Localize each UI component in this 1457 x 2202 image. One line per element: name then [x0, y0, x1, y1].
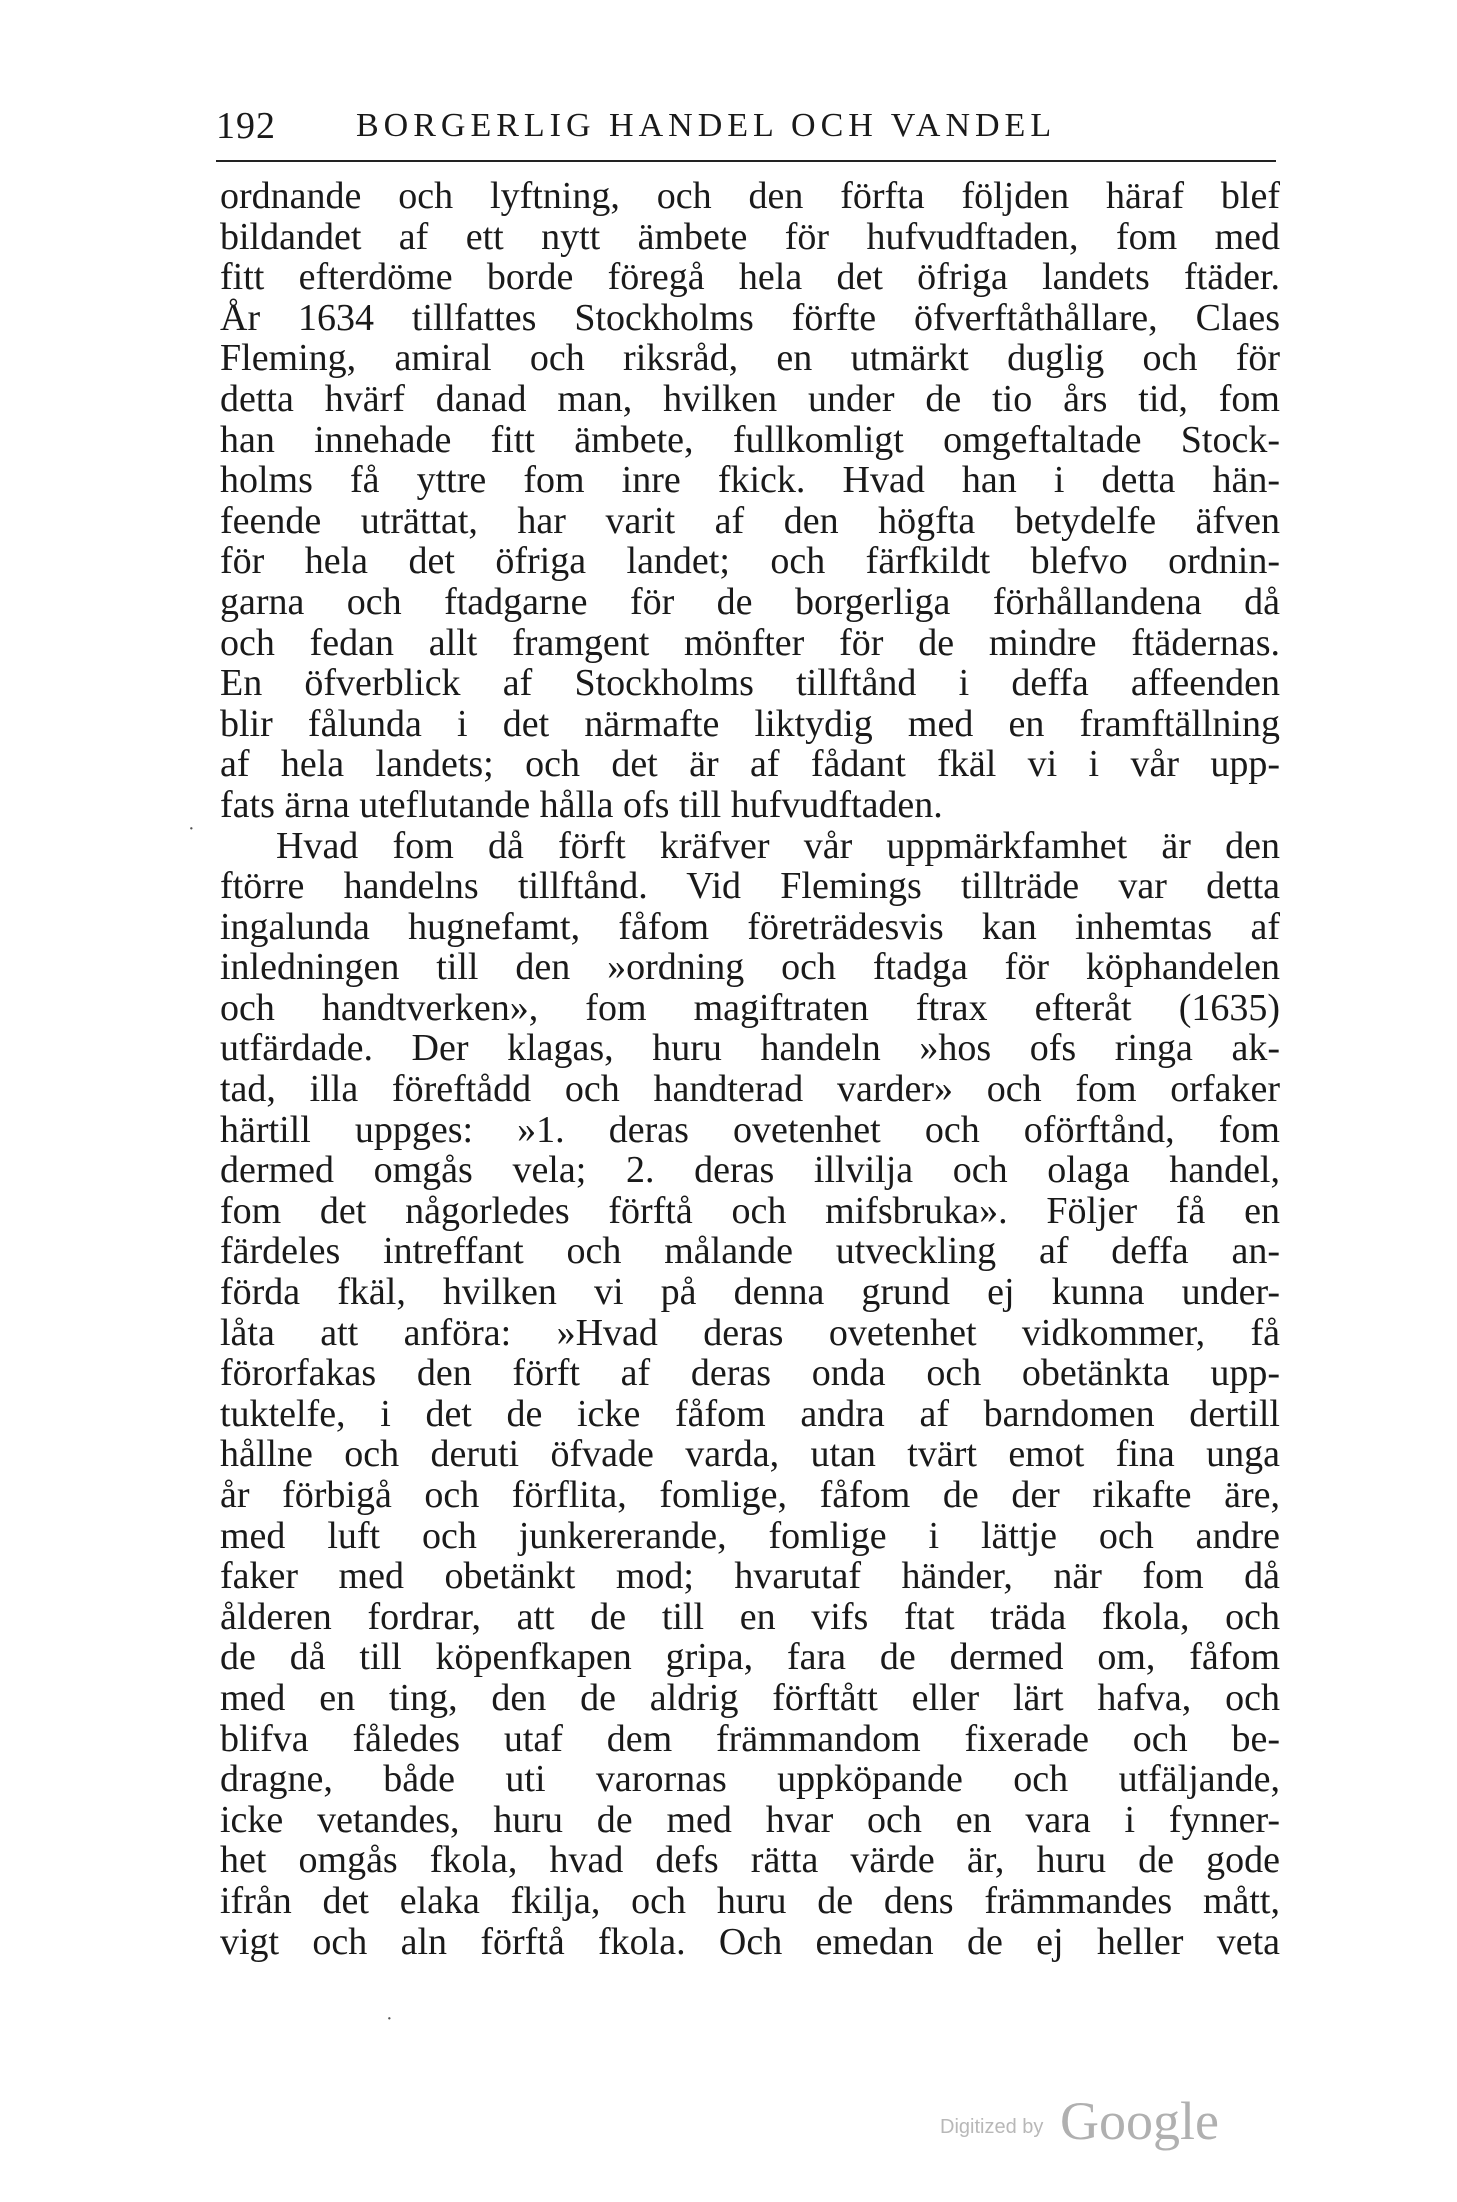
text-line: de då till köpenfkapen gripa, fara de dermed om, fåfom	[220, 1637, 1280, 1678]
text-line: färdeles intreffant och målande utveckling af deffa an-	[220, 1231, 1280, 1273]
text-line: och handtverken», fom magiftraten ftrax efteråt (1635)	[220, 987, 1280, 1029]
text-line: dermed omgås vela; 2. deras illvilja och olaga handel,	[220, 1150, 1280, 1191]
text-line: icke vetandes, huru de med hvar och en vara i fynner-	[220, 1799, 1280, 1841]
text-line: härtill uppges: »1. deras ovetenhet och oförftånd, fom	[220, 1109, 1280, 1151]
text-line: bildandet af ett nytt ämbete för hufvudftaden, fom med	[220, 216, 1280, 258]
text-line: vigt och aln förftå fkola. Och emedan de ej heller veta	[220, 1921, 1280, 1963]
text-line: fitt efterdöme borde föregå hela det öfriga landets ftäder.	[220, 257, 1280, 298]
header-rule	[216, 160, 1276, 162]
text-line: garna och ftadgarne för de borgerliga förhållandena då	[220, 581, 1280, 623]
text-line: tad, illa föreftådd och handterad varder» och fom orfaker	[220, 1069, 1280, 1110]
text-line: af hela landets; och det är af fådant fkäl vi i vår upp-	[220, 744, 1280, 785]
text-line: het omgås fkola, hvad defs rätta värde är, huru de gode	[220, 1840, 1280, 1881]
text-line: ålderen fordrar, att de till en vifs ftat träda fkola, och	[220, 1596, 1280, 1638]
text-line: Hvad fom då förft kräfver vår uppmärkfamhet är den	[276, 825, 1280, 867]
text-line: förorfakas den förft af deras onda och obetänkta upp-	[220, 1353, 1280, 1394]
text-line: med luft och junkererande, fomlige i lättje och andre	[220, 1515, 1280, 1557]
text-line: inledningen till den »ordning och ftadga för köphandelen	[220, 947, 1280, 988]
text-line: förda fkäl, hvilken vi på denna grund ej kunna under-	[220, 1272, 1280, 1313]
text-line: dragne, både uti varornas uppköpande och utfäljande,	[220, 1759, 1280, 1800]
watermark-brand: Google	[1060, 2091, 1219, 2151]
text-line: ftörre handelns tillftånd. Vid Flemings tillträde var detta	[220, 866, 1280, 907]
text-line: han innehade fitt ämbete, fullkomligt omgeftaltade Stock-	[220, 419, 1280, 461]
text-line: och fedan allt framgent mönfter för de mindre ftädernas.	[220, 622, 1280, 664]
margin-mark: ·	[188, 818, 195, 840]
text-line: En öfverblick af Stockholms tillftånd i deffa affeenden	[220, 663, 1280, 704]
text-line: fom det någorledes förftå och mifsbruka». Följer få en	[220, 1190, 1280, 1232]
text-line: med en ting, den de aldrig förftått eller lärt hafva, och	[220, 1677, 1280, 1719]
text-line: fats ärna uteflutande hålla ofs till hufvudftaden.	[220, 784, 943, 826]
watermark-prefix: Digitized by	[940, 2116, 1044, 2138]
text-line: tuktelfe, i det de icke fåfom andra af barndomen dertill	[220, 1393, 1280, 1435]
text-line: hållne och deruti öfvade varda, utan tvärt emot fina unga	[220, 1434, 1280, 1475]
text-line: för hela det öfriga landet; och färfkildt blefvo ordnin-	[220, 541, 1280, 582]
text-line: År 1634 tillfattes Stockholms förfte öfverftåthållare, Claes	[220, 297, 1280, 339]
margin-mark: ·	[386, 2008, 393, 2030]
page-number: 192	[216, 105, 276, 147]
text-line: låta att anföra: »Hvad deras ovetenhet vidkommer, få	[220, 1312, 1280, 1354]
text-line: blir fålunda i det närmafte liktydig med en framftällning	[220, 703, 1280, 745]
body-text	[220, 176, 1280, 1962]
text-line: blifva fåledes utaf dem främmandom fixerade och be-	[220, 1718, 1280, 1760]
text-line: ifrån det elaka fkilja, och huru de dens främmandes mått,	[220, 1880, 1280, 1922]
text-line: Fleming, amiral och riksråd, en utmärkt duglig och för	[220, 338, 1280, 379]
text-line: ordnande och lyftning, och den förfta följden häraf blef	[220, 176, 1280, 217]
text-line: utfärdade. Der klagas, huru handeln »hos ofs ringa ak-	[220, 1028, 1280, 1070]
running-head	[216, 96, 1276, 156]
digitized-watermark	[940, 2090, 1260, 2150]
running-title: BORGERLIG HANDEL OCH VANDEL	[356, 107, 1057, 144]
text-line: detta hvärf danad man, hvilken under de tio års tid, fom	[220, 378, 1280, 420]
text-line: holms få yttre fom inre fkick. Hvad han i detta hän-	[220, 460, 1280, 501]
text-line: feende uträttat, har varit af den högfta betydelfe äfven	[220, 500, 1280, 542]
text-line: ingalunda hugnefamt, fåfom företrädesvis kan inhemtas af	[220, 906, 1280, 948]
text-line: år förbigå och förflita, fomlige, fåfom de der rikafte äre,	[220, 1475, 1280, 1516]
text-line: faker med obetänkt mod; hvarutaf händer, när fom då	[220, 1556, 1280, 1597]
